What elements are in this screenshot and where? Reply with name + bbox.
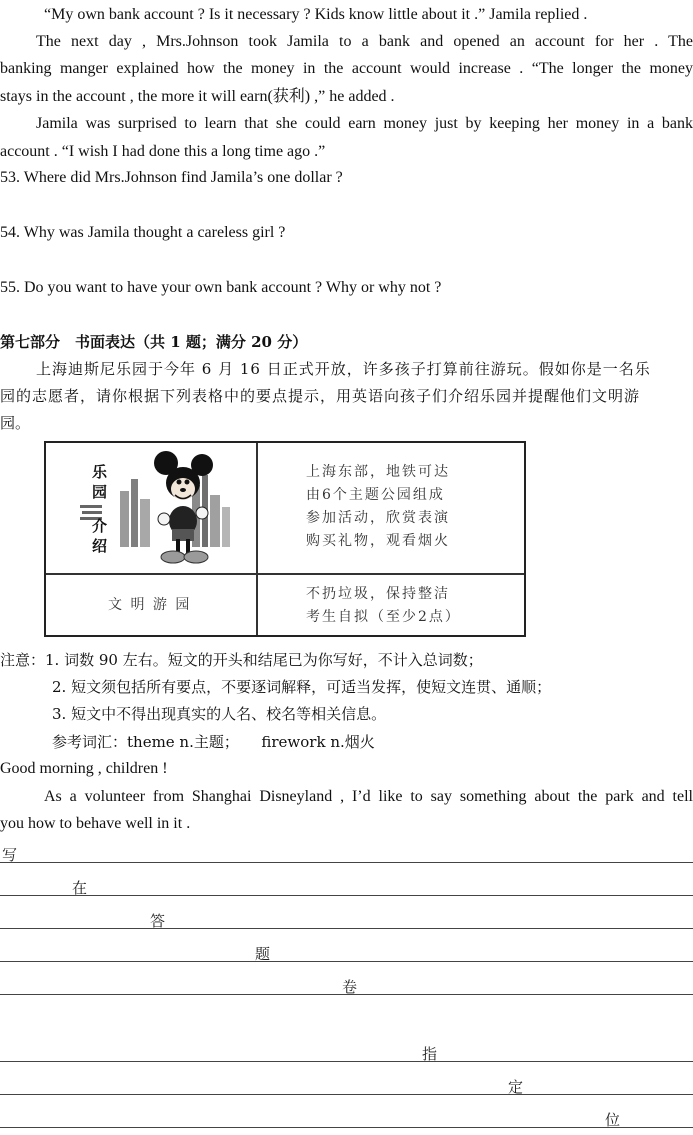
writing-line bbox=[0, 1094, 693, 1095]
note-3: 3. 短文中不得出现真实的人名、校名等相关信息。 bbox=[52, 705, 387, 723]
question-55: 55. Do you want to have your own bank account ? Why or why not ? bbox=[0, 279, 442, 296]
passage-line-5: Jamila was surprised to learn that she could earn money just by keeping her money in a bank bbox=[36, 115, 693, 132]
logo-char-4: 绍 bbox=[92, 537, 108, 555]
answer-note-char: 位 bbox=[605, 1111, 621, 1129]
passage-line-6: account . “I wish I had done this a long time ago .” bbox=[0, 143, 326, 160]
question-53: 53. Where did Mrs.Johnson find Jamila’s one dollar ? bbox=[0, 169, 343, 186]
logo-char-2: 园 bbox=[92, 483, 108, 501]
civility-point-1: 不扔垃圾，保持整洁 bbox=[306, 586, 450, 602]
civility-point-2: 考生自拟（至少2点） bbox=[306, 609, 461, 625]
essay-greeting: Good morning , children ! bbox=[0, 760, 168, 777]
logo-char-3: 介 bbox=[92, 517, 108, 535]
intro-point-4: 购买礼物，观看烟火 bbox=[306, 533, 450, 549]
prompt-line-3: 园。 bbox=[0, 414, 31, 432]
intro-point-2: 由6个主题公园组成 bbox=[306, 487, 445, 503]
prompt-line-2: 园的志愿者，请你根据下列表格中的要点提示，用英语向孩子们介绍乐园并提醒他们文明游 bbox=[0, 387, 641, 405]
passage-line-3: banking manger explained how the money in the account would increase . “The longer the money bbox=[0, 60, 693, 77]
essay-intro-line-2: you how to behave well in it . bbox=[0, 815, 191, 832]
intro-point-3: 参加活动，欣赏表演 bbox=[306, 510, 450, 526]
civility-points bbox=[306, 583, 461, 629]
disney-mickey-illustration bbox=[80, 449, 230, 567]
writing-line bbox=[0, 1061, 693, 1062]
vocab-note: 参考词汇：theme n.主题； firework n.烟火 bbox=[52, 733, 375, 751]
table-divider-vertical bbox=[256, 443, 258, 635]
intro-points bbox=[306, 461, 450, 553]
passage-line-2: The next day , Mrs.Johnson took Jamila to a bank and opened an account for her . The bbox=[36, 33, 693, 50]
logo-char-1: 乐 bbox=[92, 463, 108, 481]
prompt-line-1: 上海迪斯尼乐园于今年 6 月 16 日正式开放，许多孩子打算前往游玩。假如你是一名乐 bbox=[36, 360, 651, 378]
passage-line-1: “My own bank account ? Is it necessary ? Kids know little about it .” Jamila replied . bbox=[44, 6, 588, 23]
intro-point-1: 上海东部，地铁可达 bbox=[306, 464, 450, 480]
writing-line bbox=[0, 895, 693, 896]
answer-note-char: 定 bbox=[508, 1078, 524, 1096]
table-divider-horizontal bbox=[46, 573, 524, 575]
answer-note-char: 卷 bbox=[342, 978, 358, 996]
answer-note-char: 在 bbox=[72, 879, 88, 897]
writing-line bbox=[0, 928, 693, 929]
writing-line bbox=[0, 1127, 693, 1128]
writing-line bbox=[0, 862, 693, 863]
passage-line-4: stays in the account , the more it will earn(获利) ,” he added . bbox=[0, 88, 395, 105]
note-1: 注意：1. 词数 90 左右。短文的开头和结尾已为你写好，不计入总词数； bbox=[0, 651, 483, 669]
question-54: 54. Why was Jamila thought a careless girl ? bbox=[0, 224, 286, 241]
essay-intro-line-1: As a volunteer from Shanghai Disneyland , I’d like to say something about the park and tell bbox=[44, 788, 693, 805]
writing-line bbox=[0, 961, 693, 962]
answer-note-char: 答 bbox=[150, 912, 166, 930]
answer-note-char: 题 bbox=[255, 945, 271, 963]
section-heading: 第七部分 书面表达（共 1 题；满分 20 分） bbox=[0, 333, 308, 351]
answer-note-char: 指 bbox=[422, 1045, 438, 1063]
note-2: 2. 短文须包括所有要点，不要逐词解释，可适当发挥，使短文连贯、通顺； bbox=[52, 678, 552, 696]
answer-note-char: 写 bbox=[2, 846, 18, 864]
outline-table bbox=[44, 441, 526, 637]
row2-label: 文 明 游 园 bbox=[108, 597, 192, 613]
